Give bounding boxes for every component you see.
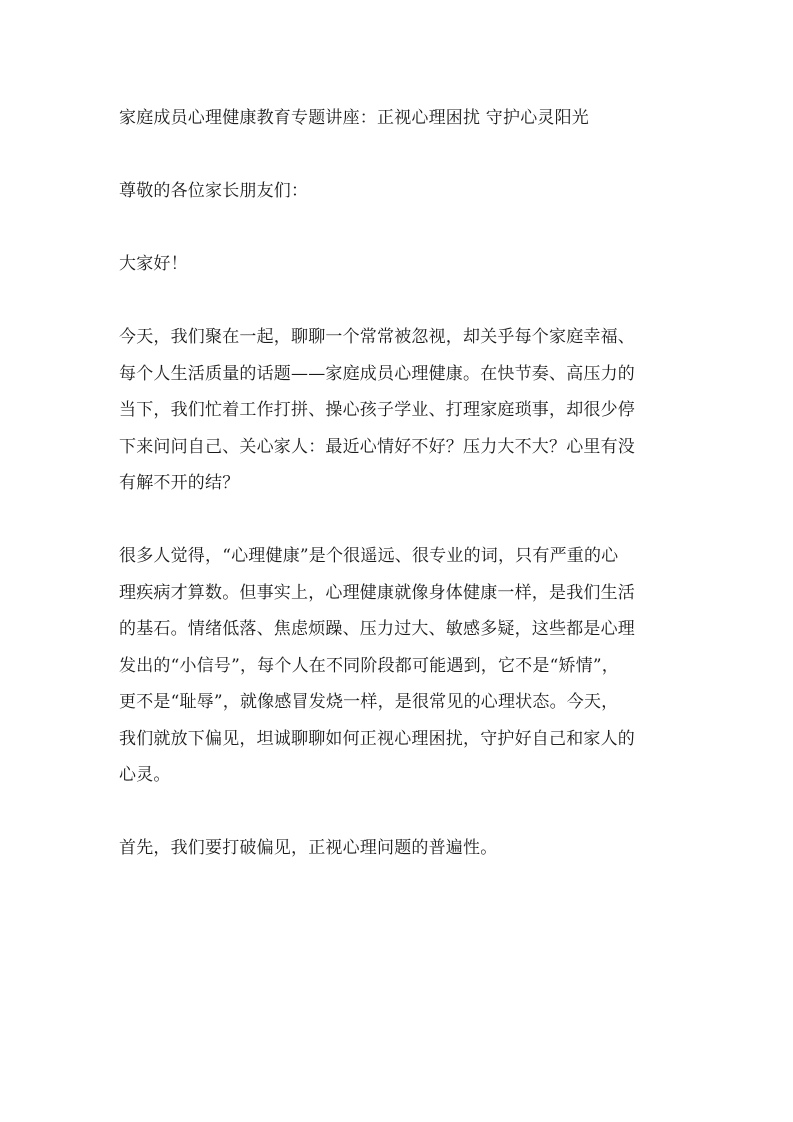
paragraph-line: 很多人觉得，“心理健康”是个很遥远、很专业的词，只有严重的心 <box>119 546 619 566</box>
paragraph-3 <box>119 830 679 867</box>
document-body <box>119 100 679 867</box>
spacer <box>119 283 679 320</box>
paragraph-line: 理疾病才算数。但事实上，心理健康就像身体健康一样，是我们生活 <box>119 582 635 603</box>
paragraph-line: 每个人生活质量的话题——家庭成员心理健康。在快节奏、高压力的 <box>119 363 635 384</box>
document-title: 家庭成员心理健康教育专题讲座：正视心理困扰 守护心灵阳光 <box>119 108 590 128</box>
spacer <box>119 794 679 831</box>
paragraph-line: 有解不开的结？ <box>119 473 240 493</box>
paragraph-line: 发出的“小信号”，每个人在不同阶段都可能遇到，它不是“矫情”， <box>119 655 619 676</box>
greeting: 大家好！ <box>119 254 188 274</box>
paragraph-line: 的基石。情绪低落、焦虑烦躁、压力过大、敏感多疑，这些都是心理 <box>119 619 635 639</box>
paragraph-line: 首先，我们要打破偏见，正视心理问题的普遍性。 <box>119 838 498 858</box>
paragraph-line: 心灵。 <box>119 765 171 785</box>
spacer <box>119 502 679 539</box>
spacer <box>119 137 679 174</box>
salutation: 尊敬的各位家长朋友们： <box>119 181 309 201</box>
paragraph-line: 更不是“耻辱”，就像感冒发烧一样，是很常见的心理状态。今天， <box>119 692 619 712</box>
paragraph-1 <box>119 319 679 502</box>
paragraph-line: 下来问问自己、关心家人：最近心情好不好？压力大不大？心里有没 <box>119 436 635 457</box>
paragraph-line: 今天，我们聚在一起，聊聊一个常常被忽视，却关乎每个家庭幸福、 <box>119 327 635 347</box>
paragraph-line: 我们就放下偏见，坦诚聊聊如何正视心理困扰，守护好自己和家人的 <box>119 728 635 749</box>
spacer <box>119 210 679 247</box>
paragraph-2 <box>119 538 679 794</box>
paragraph-line: 当下，我们忙着工作打拼、操心孩子学业、打理家庭琐事，却很少停 <box>119 400 635 420</box>
